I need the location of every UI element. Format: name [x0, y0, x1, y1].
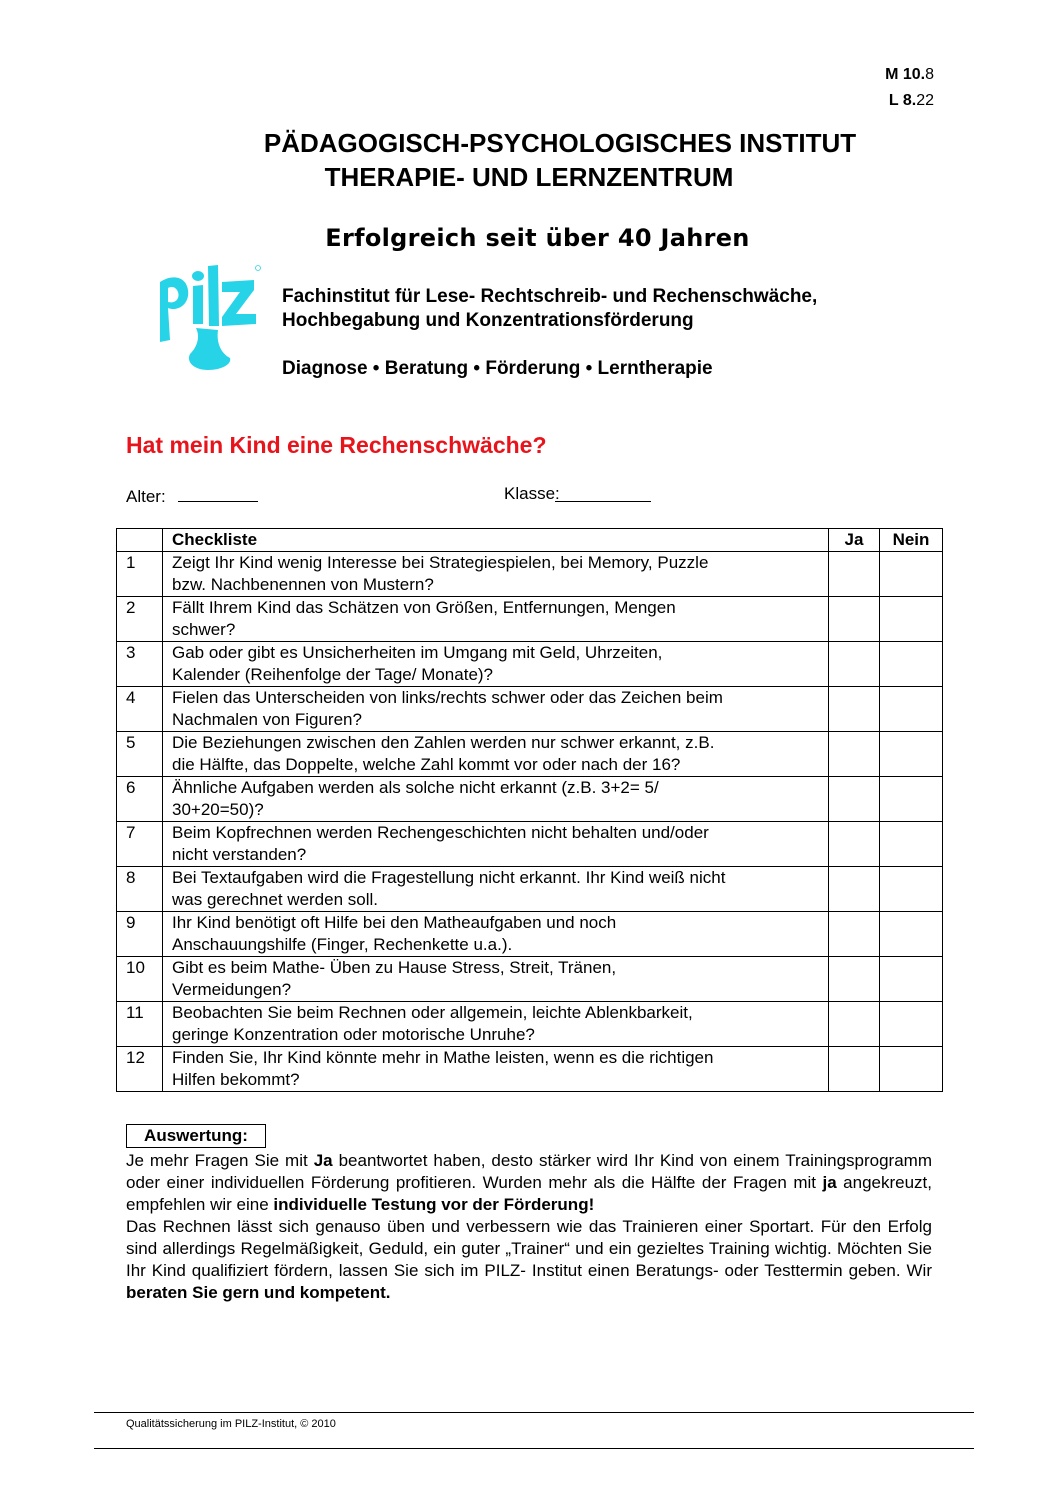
row-number: 5 [117, 732, 163, 777]
no-checkbox-cell[interactable] [880, 867, 943, 912]
form-title: Hat mein Kind eine Rechenschwäche? [126, 432, 547, 458]
checklist-row [117, 732, 943, 777]
row-number: 8 [117, 867, 163, 912]
no-checkbox-cell[interactable] [880, 552, 943, 597]
row-question: Fielen das Unterscheiden von links/rechts schwer oder das Zeichen beim Nachmalen von Figuren? [163, 687, 829, 732]
checklist-header-row [117, 529, 943, 552]
checklist-row [117, 1047, 943, 1092]
evaluation-paragraph-2: Das Rechnen lässt sich genauso üben und verbessern wie das Trainieren einer Sportart. Für den Erfolg sind allerdings Regelmäßigkeit, Geduld, ein guter „Trainer“ und ein gezieltes Training wichtig. Möchten Sie Ihr Kind qualifiziert fördern, lassen Sie sich im PILZ- Institut einen Beratungs- oder Testtermin geben. Wir beraten Sie gern und kompetent. [126, 1217, 932, 1302]
no-checkbox-cell[interactable] [880, 642, 943, 687]
footer-divider-bottom [94, 1448, 974, 1449]
evaluation-paragraph-1: Je mehr Fragen Sie mit Ja beantwortet haben, desto stärker wird Ihr Kind von einem Trainingsprogramm oder einer individuellen Förderung profitieren. Wurden mehr als die Hälfte der Fragen mit ja angekreuzt, empfehlen wir eine individuelle Testung vor der Förderung! [126, 1151, 933, 1214]
institute-subtitle: THERAPIE- UND LERNZENTRUM [324, 162, 734, 192]
row-number: 7 [117, 822, 163, 867]
number-header [117, 529, 163, 552]
document-code-m: M 10.8 [885, 66, 934, 83]
no-checkbox-cell[interactable] [880, 957, 943, 1002]
evaluation-heading: Auswertung: [126, 1124, 266, 1148]
checklist-row [117, 687, 943, 732]
no-checkbox-cell[interactable] [880, 822, 943, 867]
row-number: 12 [117, 1047, 163, 1092]
row-number: 9 [117, 912, 163, 957]
row-question: Gab oder gibt es Unsicherheiten im Umgang mit Geld, Uhrzeiten, Kalender (Reihenfolge der Tage/ Monate)? [163, 642, 829, 687]
row-number: 3 [117, 642, 163, 687]
age-field [126, 484, 258, 507]
yes-checkbox-cell[interactable] [829, 732, 880, 777]
row-question: Finden Sie, Ihr Kind könnte mehr in Mathe leisten, wenn es die richtigen Hilfen bekommt? [163, 1047, 829, 1092]
checklist-header: Checkliste [163, 529, 829, 552]
checklist-row [117, 822, 943, 867]
yes-checkbox-cell[interactable] [829, 777, 880, 822]
no-header: Nein [880, 529, 943, 552]
row-question: Die Beziehungen zwischen den Zahlen werden nur schwer erkannt, z.B. die Hälfte, das Doppelte, welche Zahl kommt vor oder nach der 16? [163, 732, 829, 777]
checklist-row [117, 912, 943, 957]
checklist-table [116, 528, 943, 1092]
yes-checkbox-cell[interactable] [829, 687, 880, 732]
yes-header: Ja [829, 529, 880, 552]
pilz-logo [150, 262, 270, 377]
services-line: Diagnose • Beratung • Förderung • Lerntherapie [282, 358, 713, 379]
row-question: Fällt Ihrem Kind das Schätzen von Größen, Entfernungen, Mengen schwer? [163, 597, 829, 642]
row-number: 2 [117, 597, 163, 642]
no-checkbox-cell[interactable] [880, 777, 943, 822]
footer-text: Qualitätssicherung im PILZ-Institut, © 2010 [126, 1418, 336, 1430]
checklist-row [117, 597, 943, 642]
age-blank[interactable] [178, 484, 258, 502]
yes-checkbox-cell[interactable] [829, 822, 880, 867]
specialty-line-2: Hochbegabung und Konzentrationsförderung [282, 310, 694, 331]
checklist-row [117, 957, 943, 1002]
row-question: Bei Textaufgaben wird die Fragestellung nicht erkannt. Ihr Kind weiß nicht was gerechnet werden soll. [163, 867, 829, 912]
no-checkbox-cell[interactable] [880, 732, 943, 777]
document-code-l: L 8.22 [888, 92, 934, 109]
row-number: 1 [117, 552, 163, 597]
checklist-row [117, 867, 943, 912]
yes-checkbox-cell[interactable] [829, 597, 880, 642]
yes-checkbox-cell[interactable] [829, 867, 880, 912]
checklist-row [117, 1002, 943, 1047]
footer-divider-top [94, 1412, 974, 1413]
yes-checkbox-cell[interactable] [829, 1002, 880, 1047]
row-number: 11 [117, 1002, 163, 1047]
institute-name: PÄDAGOGISCH-PSYCHOLOGISCHES INSTITUT [263, 128, 857, 158]
class-field [504, 484, 651, 504]
slogan: Erfolgreich seit über 40 Jahren [325, 224, 750, 252]
row-number: 10 [117, 957, 163, 1002]
yes-checkbox-cell[interactable] [829, 957, 880, 1002]
row-question: Ihr Kind benötigt oft Hilfe bei den Matheaufgaben und noch Anschauungshilfe (Finger, Rechenkette u.a.). [163, 912, 829, 957]
row-question: Beobachten Sie beim Rechnen oder allgemein, leichte Ablenkbarkeit, geringe Konzentration oder motorische Unruhe? [163, 1002, 829, 1047]
yes-checkbox-cell[interactable] [829, 1047, 880, 1092]
checklist-row [117, 552, 943, 597]
row-number: 4 [117, 687, 163, 732]
row-number: 6 [117, 777, 163, 822]
yes-checkbox-cell[interactable] [829, 642, 880, 687]
class-label: Klasse [504, 484, 556, 503]
specialty-line-1: Fachinstitut für Lese- Rechtschreib- und Rechenschwäche, [282, 286, 818, 307]
no-checkbox-cell[interactable] [880, 912, 943, 957]
no-checkbox-cell[interactable] [880, 687, 943, 732]
no-checkbox-cell[interactable] [880, 1002, 943, 1047]
yes-checkbox-cell[interactable] [829, 552, 880, 597]
no-checkbox-cell[interactable] [880, 1047, 943, 1092]
row-question: Zeigt Ihr Kind wenig Interesse bei Strategiespielen, bei Memory, Puzzle bzw. Nachbenennen von Mustern? [163, 552, 829, 597]
row-question: Beim Kopfrechnen werden Rechengeschichten nicht behalten und/oder nicht verstanden? [163, 822, 829, 867]
row-question: Gibt es beim Mathe- Üben zu Hause Stress, Streit, Tränen, Vermeidungen? [163, 957, 829, 1002]
yes-checkbox-cell[interactable] [829, 912, 880, 957]
age-label: Alter: [126, 487, 166, 506]
no-checkbox-cell[interactable] [880, 597, 943, 642]
class-blank[interactable]: : [555, 484, 651, 502]
checklist-rows [117, 552, 943, 1092]
checklist-row [117, 642, 943, 687]
row-question: Ähnliche Aufgaben werden als solche nicht erkannt (z.B. 3+2= 5/ 30+20=50)? [163, 777, 829, 822]
checklist-row [117, 777, 943, 822]
evaluation-text [126, 1150, 932, 1304]
